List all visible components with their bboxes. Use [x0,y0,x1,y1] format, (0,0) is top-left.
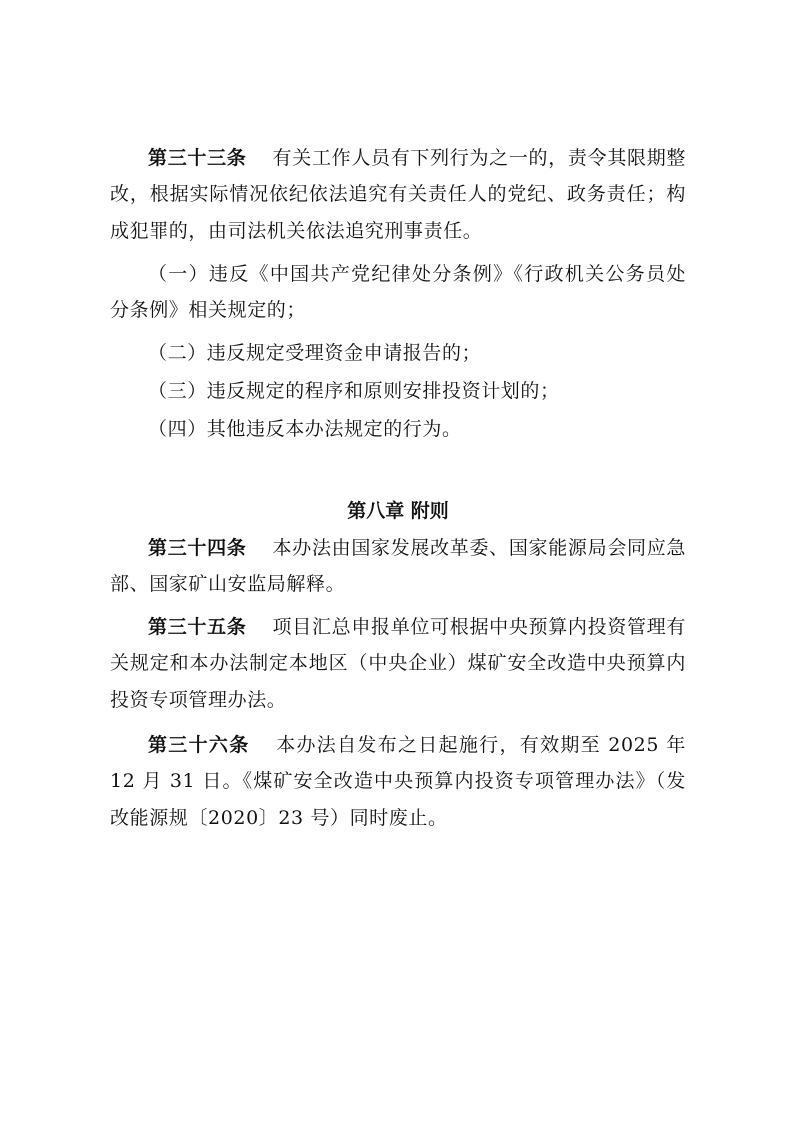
article-33 [110,140,686,249]
article-33-heading: 第三十三条 [148,147,247,169]
chapter-title: 第八章 附则 [347,500,449,522]
article-34 [110,530,686,603]
article-36-heading: 第三十六条 [148,734,250,756]
list-item-3: （三）违反规定的程序和原则安排投资计划的； [148,380,560,402]
list-item-1: （一）违反《中国共产党纪律处分条例》《行政机关公务员处分条例》相关规定的； [110,263,686,322]
article-34-heading: 第三十四条 [148,537,247,559]
list-item-2: （二）违反规定受理资金申请报告的； [148,342,482,364]
article-36 [110,727,686,836]
article-35-text: 项目汇总申报单位可根据中央预算内投资管理有关规定和本办法制定本地区（中央企业）煤矿安全改造中央预算内投资专项管理办法。 [110,616,686,711]
article-34-text: 本办法由国家发展改革委、国家能源局会同应急部、国家矿山安监局解释。 [110,537,686,596]
list-item-4: （四）其他违反本办法规定的行为。 [148,418,462,440]
article-33-text: 有关工作人员有下列行为之一的，责令其限期整改，根据实际情况依纪依法追究有关责任人的党纪、政务责任；构成犯罪的，由司法机关依法追究刑事责任。 [110,147,686,242]
article-35 [110,609,686,718]
article-35-heading: 第三十五条 [148,616,247,638]
article-36-text: 本办法自发布之日起施行，有效期至 2025 年 12 月 31 日。《煤矿安全改造中央预算内投资专项管理办法》（发改能源规〔2020〕23 号）同时废止。 [110,734,686,829]
